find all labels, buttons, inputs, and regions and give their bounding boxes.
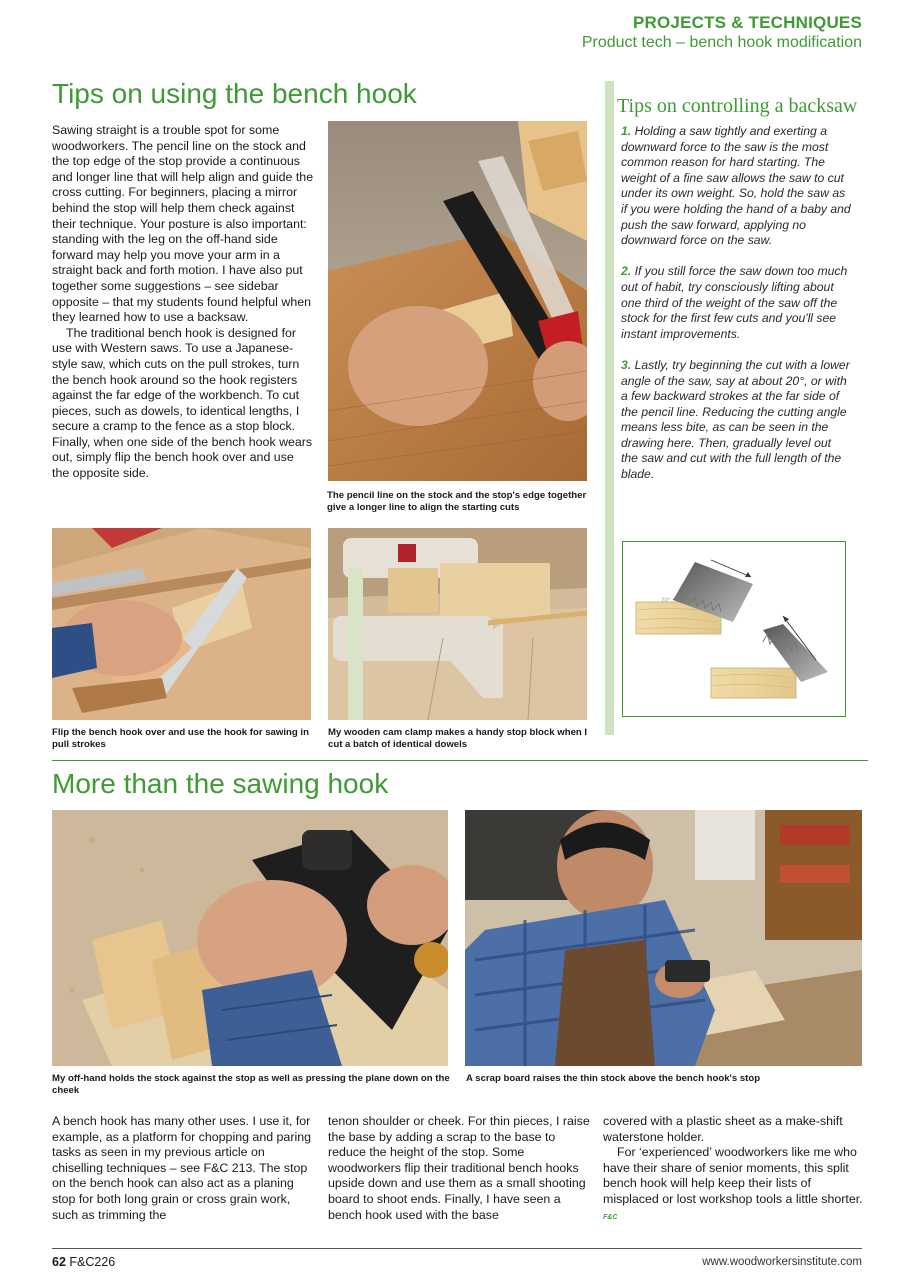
photo-sawing-pencil-line: [328, 121, 587, 481]
website-url: www.woodworkersinstitute.com: [702, 1256, 862, 1268]
end-mark: F&C: [603, 1213, 618, 1221]
paragraph: covered with a plastic sheet as a make-shift waterstone holder.: [603, 1114, 843, 1144]
tip-text: If you still force the saw down too much out of habit, try consciously lifting about one third of the weight of the saw off the stock for the first few cuts and you'll see instant improvements.: [621, 264, 848, 341]
article-body-tips: [52, 123, 314, 482]
paragraph: For ‘experienced’ woodworkers like me who have their share of senior moments, this split bench hook will help keep their lists of misplaced or lost workshop tools a little shorter. F&C: [603, 1145, 863, 1221]
section-divider: [52, 760, 868, 761]
article2-column-2: tenon shoulder or cheek. For thin pieces, I raise the base by adding a scrap to the base to reduce the height of the stop. Some woodworkers flip their traditional bench hooks upside down and use them as a small shooting board to shoot ends. Finally, I have seen a bench hook used with the base: [328, 1114, 590, 1222]
tip-number: 1.: [621, 124, 632, 138]
saw-angle-diagram: [622, 541, 846, 717]
article-title-more: More than the sawing hook: [52, 768, 389, 799]
sidebar-tip: [621, 124, 851, 249]
sidebar-title: Tips on controlling a backsaw: [617, 95, 858, 117]
paragraph: The traditional bench hook is designed for use with Western saws. To use a Japanese-style saw, which cuts on the pull strokes, turn the bench hook around so the hook registers against the far edge of the workbench. To cut pieces, such as dowels, to identical lengths, I secure a cramp to the fence as a stop block. Finally, when one side of the bench hook wears out, simply flip the bench hook over and use the opposite side.: [52, 325, 313, 481]
diagram-angle-label: 20°: [661, 598, 671, 604]
footer-rule: [52, 1248, 862, 1249]
photo-flip-bench-hook: [52, 528, 311, 720]
article-title-tips: Tips on using the bench hook: [52, 78, 417, 109]
article2-column-3: [603, 1114, 865, 1225]
photo-planing-stop: [52, 810, 448, 1066]
tip-number: 3.: [621, 357, 632, 372]
photo-cam-clamp: [328, 528, 587, 720]
article2-column-1: A bench hook has many other uses. I use it, for example, as a platform for chopping and paring tasks as seen in my previous article on chiselling techniques – see F&C 213. The stop on the bench hook can also act as a planing stop for both long grain or cross grain work, such as trimming the: [52, 1114, 311, 1222]
caption-planing: My off-hand holds the stock against the stop as well as pressing the plane down on the cheek: [52, 1073, 450, 1096]
sidebar-tips-list: [621, 124, 851, 498]
photo-scrap-board: [465, 810, 862, 1066]
caption-cam-clamp: My wooden cam clamp makes a handy stop block when I cut a batch of identical dowels: [328, 727, 588, 750]
section-subtitle: Product tech – bench hook modification: [581, 34, 862, 51]
tip-text: Holding a saw tightly and exerting a downward force to the saw is the most common reason for hard starting. The weight of a fine saw allows the saw to cut under its own weight. So, hold the saw as if you were holding the hand of a baby and push the saw forward, applying no downward force on the saw.: [621, 124, 851, 248]
folio: [52, 1255, 115, 1269]
paragraph: Sawing straight is a trouble spot for some woodworkers. The pencil line on the stock and the top edge of the stop provide a continuous and longer line that will help align and guide the cross cutting. For beginners, placing a mirror behind the stop will help them check against their technique. Your posture is also important: standing with the leg on the off-hand side forward may help you move your arm in a straight back and forth motion. I have also put together some suggestions – see sidebar opposite – that my students found helpful when they learned how to use a backsaw.: [52, 123, 314, 325]
caption-pencil-line: The pencil line on the stock and the stop's edge together give a longer line to align the starting cuts: [327, 490, 587, 513]
tip-number: 2.: [621, 264, 632, 279]
sidebar-tip: [621, 358, 851, 483]
sidebar-tip: [621, 264, 851, 342]
page-number: 62: [52, 1255, 66, 1269]
issue-label: F&C226: [69, 1255, 116, 1269]
caption-scrap-board: A scrap board raises the thin stock above the bench hook's stop: [466, 1073, 761, 1084]
caption-flip-bench-hook: Flip the bench hook over and use the hook for sawing in pull strokes: [52, 727, 309, 750]
section-label: PROJECTS & TECHNIQUES: [632, 13, 862, 32]
tip-text: Lastly, try beginning the cut with a lower angle of the saw, say at about 20°, or with a few backward strokes at the far side of the pencil line. Reducing the cutting angle means less bite, as can be seen in the drawing here. Then, gradually level out the saw and cut with the full length of the blade.: [621, 357, 850, 482]
